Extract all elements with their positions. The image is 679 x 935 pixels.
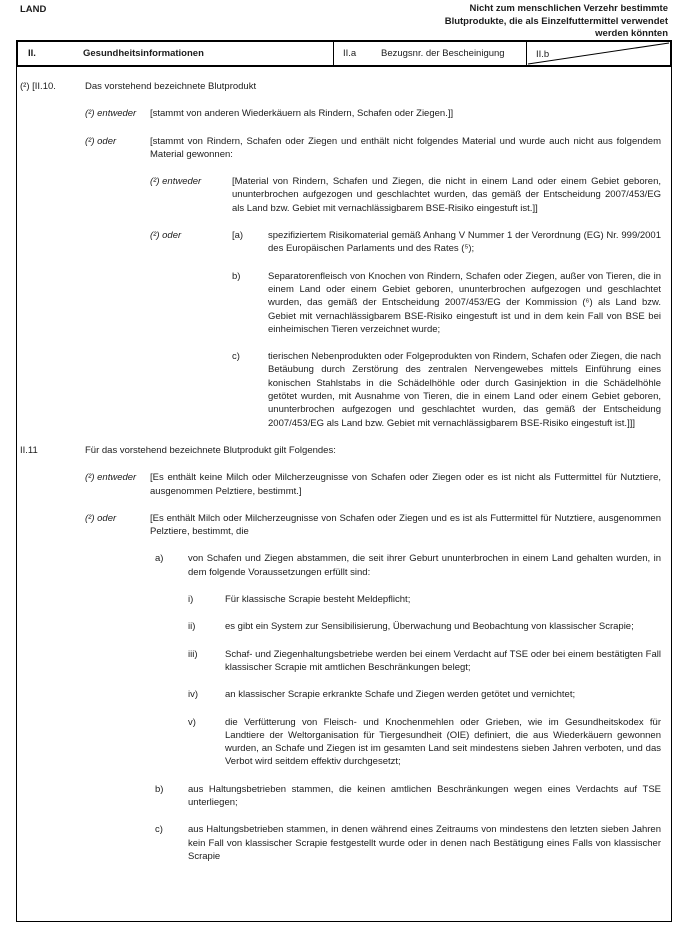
list-marker-i: i) [188, 594, 194, 606]
clause-text: aus Haltungsbetrieben stammen, in denen während eines Zeitraums von mindestens den letzten sieben Jahren kein Fall von klassischer Scrapie festgestellt wurde oder in denen nach Bestätigung eines Falls von klassischer Scrapie [188, 824, 661, 862]
header-cell-local-reference [527, 42, 670, 65]
row-ii11-item-c [155, 823, 671, 863]
clause-label: (²) [II.10. [20, 81, 56, 92]
document-title-line-1: Nicht zum menschlichen Verzehr bestimmte [469, 3, 668, 14]
list-marker-a: [a) [232, 230, 244, 242]
clause-text: [Es enthält keine Milch oder Milcherzeugnisse von Schafen oder Ziegen oder es ist nicht als Futtermittel für Nutztiere, ausgenommen Pelztiere, bestimmt.] [150, 472, 661, 497]
clause-label: II.11 [20, 444, 38, 456]
section-number: II. [28, 47, 36, 59]
clause-text: Das vorstehend bezeichnete Blutprodukt [85, 81, 257, 92]
row-ii11-item-a-ii [188, 620, 671, 633]
row-ii10-oder-oder-item-a [150, 229, 671, 256]
row-ii11-item-a [155, 552, 671, 579]
clause-text: spezifiziertem Risikomaterial gemäß Anhang V Nummer 1 der Verordnung (EG) Nr. 999/2001 des Europäischen Parlaments und des Rates (⁵); [268, 230, 661, 255]
list-marker-b: b) [232, 270, 241, 282]
row-ii11-oder [85, 512, 671, 539]
clause-text: tierischen Nebenprodukten oder Folgeprodukten von Rindern, Schafen oder Ziegen, die nach Betäubung durch Zerstörung des zentralen Nervengewebes mittels Einführung eines konischen Stahlstabs in die Schädelhöhle oder durch Gasinjektion in die Schädelhöhle getötet wurden, mit Ausnahme von Tieren, die in einem Land oder einem Gebiet geboren, ununterbrochen aufgezogen und geschlachtet wurden, das gemäß der Entscheidung 2007/453/EG als Land bzw. Gebiet mit vernachlässigbarem BSE-Risiko eingestuft ist.]]] [268, 351, 661, 429]
field-iia-label: Bezugsnr. der Bescheinigung [381, 47, 505, 59]
country-label: LAND [20, 4, 47, 15]
clause-text: [stammt von Rindern, Schafen oder Ziegen und enthält nicht folgendes Material und wurde auch nicht aus folgendem Material gewonnen: [150, 135, 661, 160]
row-ii11-item-a-iv [188, 688, 671, 701]
list-marker-b: b) [155, 783, 164, 795]
clause-text: [Es enthält Milch oder Milcherzeugnisse von Schafen oder Ziegen und es ist als Futtermittel für Nutztiere, ausgenommen Pelztiere, bestimmt, die [150, 512, 661, 538]
page-top-header [20, 3, 668, 41]
list-marker-a: a) [155, 553, 164, 565]
list-marker-iv: iv) [188, 689, 199, 701]
clause-text: von Schafen und Ziegen abstammen, die seit ihrer Geburt ununterbrochen in einem Land gehalten wurden, in dem folgende Voraussetzungen erfüllt sind: [188, 553, 661, 578]
list-marker-c: c) [232, 351, 240, 363]
clause-text: es gibt ein System zur Sensibilisierung, Überwachung und Beobachtung von klassischer Scrapie; [225, 621, 634, 633]
field-iib-number: II.b [536, 49, 550, 61]
row-ii10-item-c [232, 350, 671, 430]
row-ii10 [20, 80, 671, 93]
row-ii11-item-a-v [188, 716, 671, 769]
clause-label: (²) entweder [85, 108, 137, 120]
list-marker-iii: iii) [188, 648, 198, 660]
row-ii11-entweder [85, 471, 671, 498]
row-ii10-oder-entweder [150, 175, 671, 215]
clause-label: (²) entweder [150, 176, 202, 188]
clause-text: [Material von Rindern, Schafen und Ziegen, die nicht in einem Land oder einem Gebiet geboren, ununterbrochen aufgezogen und geschlachtet wurden, das gemäß der Entscheidung 2007/453/EG als Land bzw. Gebiet mit vernachlässigbarem BSE-Risiko eingestuft ist.]] [232, 176, 661, 214]
list-marker-ii: ii) [188, 621, 196, 633]
clause-text: Schaf- und Ziegenhaltungsbetriebe werden bei einem Verdacht auf TSE oder bei einem bestätigten Fall klassischer Scrapie mit amtlichen Beschränkungen belegt; [225, 648, 661, 673]
clause-text: aus Haltungsbetrieben stammen, die keinen amtlichen Beschränkungen wegen eines Verdachts auf TSE unterliegen; [188, 783, 661, 808]
header-cell-reference-number [334, 42, 527, 65]
row-ii10-entweder [85, 107, 671, 120]
clause-text: Separatorenfleisch von Knochen von Rindern, Schafen oder Ziegen, außer von Tieren, die in einem Land oder einem Gebiet geboren, ununterbrochen aufgezogen und geschlachtet wurden, das gemäß der Entscheidung 2007/453/EG der Kommission (⁶) als Land bzw. Gebiet mit vernachlässigbarem BSE-Risiko eingestuft ist und in dem kein Fall von BSE bei einheimischen Tieren verzeichnet wurde; [268, 270, 661, 335]
row-ii11-item-a-iii [188, 648, 671, 675]
row-ii11-item-a-i [188, 593, 671, 606]
row-ii11-item-b [155, 783, 671, 810]
clause-text: die Verfütterung von Fleisch- und Knochenmehlen oder Grieben, wie im Gesundheitskodex für Landtiere der Weltorganisation für Tiergesundheit (OIE) definiert, die aus Wiederkäuern gewonnen wurden, an Schafe und Ziegen ist im gesamten Land seit mindestens sieben Jahren verboten, und das Verbot wird seitdem effektiv durchgesetzt; [225, 716, 661, 768]
clause-text: Für klassische Scrapie besteht Meldepflicht; [225, 594, 411, 606]
document-title-line-3: werden könnten [595, 28, 668, 40]
field-iia-number: II.a [343, 47, 357, 59]
list-marker-c: c) [155, 824, 163, 836]
clause-text: [stammt von anderen Wiederkäuern als Rindern, Schafen oder Ziegen.]] [150, 108, 454, 120]
section-title: Gesundheitsinformationen [83, 47, 204, 59]
row-ii11 [20, 444, 671, 457]
document-title-line-2: Blutprodukte, die als Einzelfuttermittel verwendet [444, 15, 668, 27]
document-title [445, 3, 668, 41]
header-cell-health-information [18, 42, 334, 65]
clause-label: (²) oder [85, 135, 117, 147]
health-information-body [16, 67, 672, 922]
clause-text: Für das vorstehend bezeichnete Blutprodukt gilt Folgendes: [85, 444, 336, 456]
clause-label: (²) oder [85, 512, 117, 524]
clause-label: (²) oder [150, 230, 182, 242]
row-ii10-item-b [232, 270, 671, 336]
list-marker-v: v) [188, 716, 196, 728]
clause-text: an klassischer Scrapie erkrankte Schafe und Ziegen werden getötet und vernichtet; [225, 689, 576, 701]
clause-label: (²) entweder [85, 472, 137, 484]
certificate-table-header [16, 40, 672, 67]
row-ii10-oder [85, 135, 671, 162]
